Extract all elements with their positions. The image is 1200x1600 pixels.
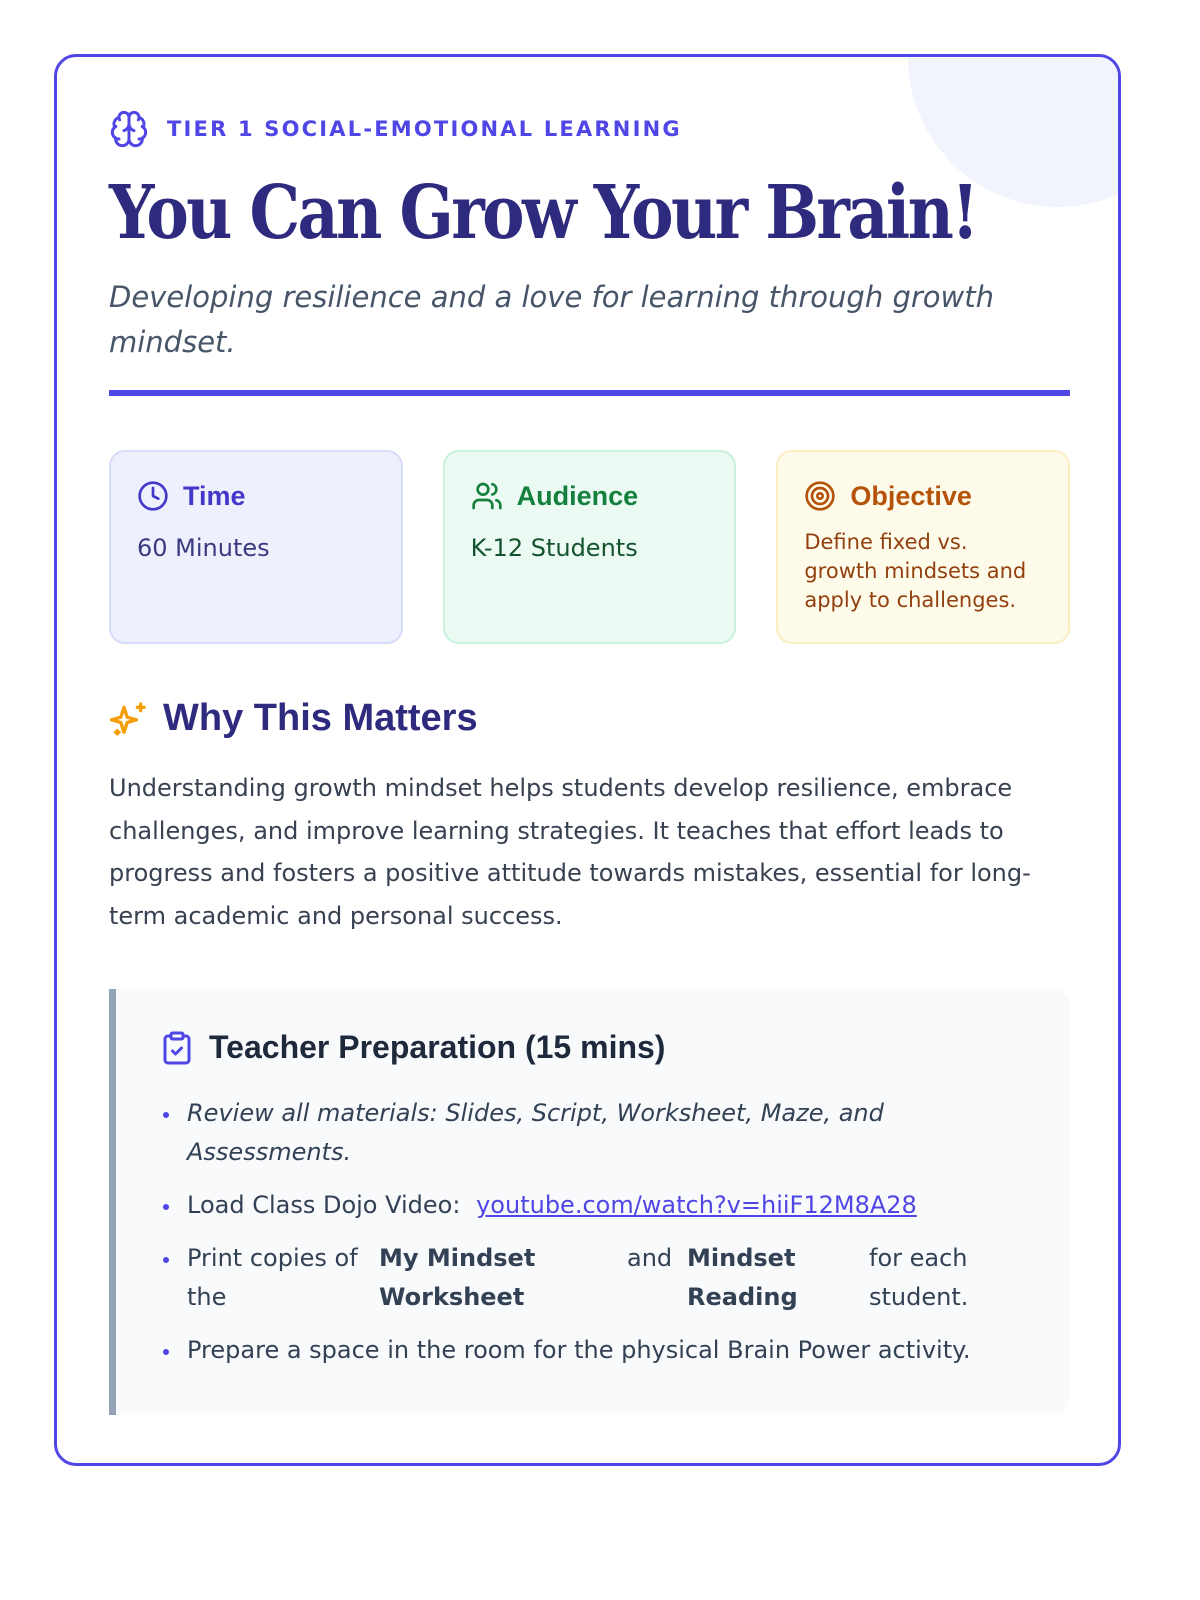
prep-header: [159, 1029, 665, 1066]
eyebrow: [109, 109, 682, 149]
audience-card-value: K-12 Students: [470, 534, 638, 562]
why-section-header: [109, 697, 478, 740]
info-cards: [109, 450, 1070, 644]
objective-card-value: Define fixed vs. growth mindsets and apply to challenges.: [804, 530, 1027, 612]
target-icon: [804, 480, 836, 512]
video-label: Load Class Dojo Video:: [187, 1191, 461, 1219]
audience-card: [443, 450, 737, 644]
clock-icon: [137, 480, 169, 512]
time-card-header: [137, 480, 375, 512]
print-and: and: [627, 1244, 673, 1272]
title-divider: [109, 390, 1070, 396]
lesson-card: [54, 54, 1121, 1466]
clipboard-check-icon: [159, 1030, 195, 1066]
objective-card-label: Objective: [850, 480, 972, 511]
list-item: [163, 1186, 989, 1225]
list-item: [163, 1239, 989, 1317]
time-card: [109, 450, 403, 644]
why-section-text: Understanding growth mindset helps students develop resilience, embrace challenges, and improve learning strategies. It teaches that effort leads to progress and fosters a positive attitude towards mistakes, essential for long-term academic and personal success.: [109, 774, 1031, 930]
list-item: Prepare a space in the room for the physical Brain Power activity.: [163, 1331, 989, 1370]
audience-card-header: [471, 480, 709, 512]
time-card-value: 60 Minutes: [137, 534, 270, 562]
prep-list: [163, 1094, 989, 1384]
eyebrow-label: TIER 1 SOCIAL-EMOTIONAL LEARNING: [167, 117, 682, 141]
print-suffix: for each student.: [869, 1244, 969, 1311]
list-item: Review all materials: Slides, Script, Worksheet, Maze, and Assessments.: [163, 1094, 967, 1172]
teacher-preparation-panel: [109, 989, 1070, 1415]
page-subtitle: Developing resilience and a love for learning through growth mindset.: [109, 280, 994, 359]
print-prefix: Print copies of the: [187, 1244, 358, 1311]
sparkles-icon: [109, 699, 149, 739]
objective-card: [776, 450, 1070, 644]
brain-icon: [109, 109, 149, 149]
users-icon: [471, 480, 503, 512]
why-section-title: Why This Matters: [163, 697, 478, 739]
video-link[interactable]: youtube.com/watch?v=hiiF12M8A28: [476, 1191, 917, 1219]
objective-card-header: [804, 480, 1042, 512]
print-reading: Mindset Reading: [687, 1244, 798, 1311]
print-worksheet: My Mindset Worksheet: [379, 1244, 536, 1311]
prep-title: Teacher Preparation (15 mins): [209, 1029, 666, 1065]
page-title: You Can Grow Your Brain!: [109, 170, 977, 256]
audience-card-label: Audience: [516, 480, 639, 511]
time-card-label: Time: [183, 480, 246, 511]
